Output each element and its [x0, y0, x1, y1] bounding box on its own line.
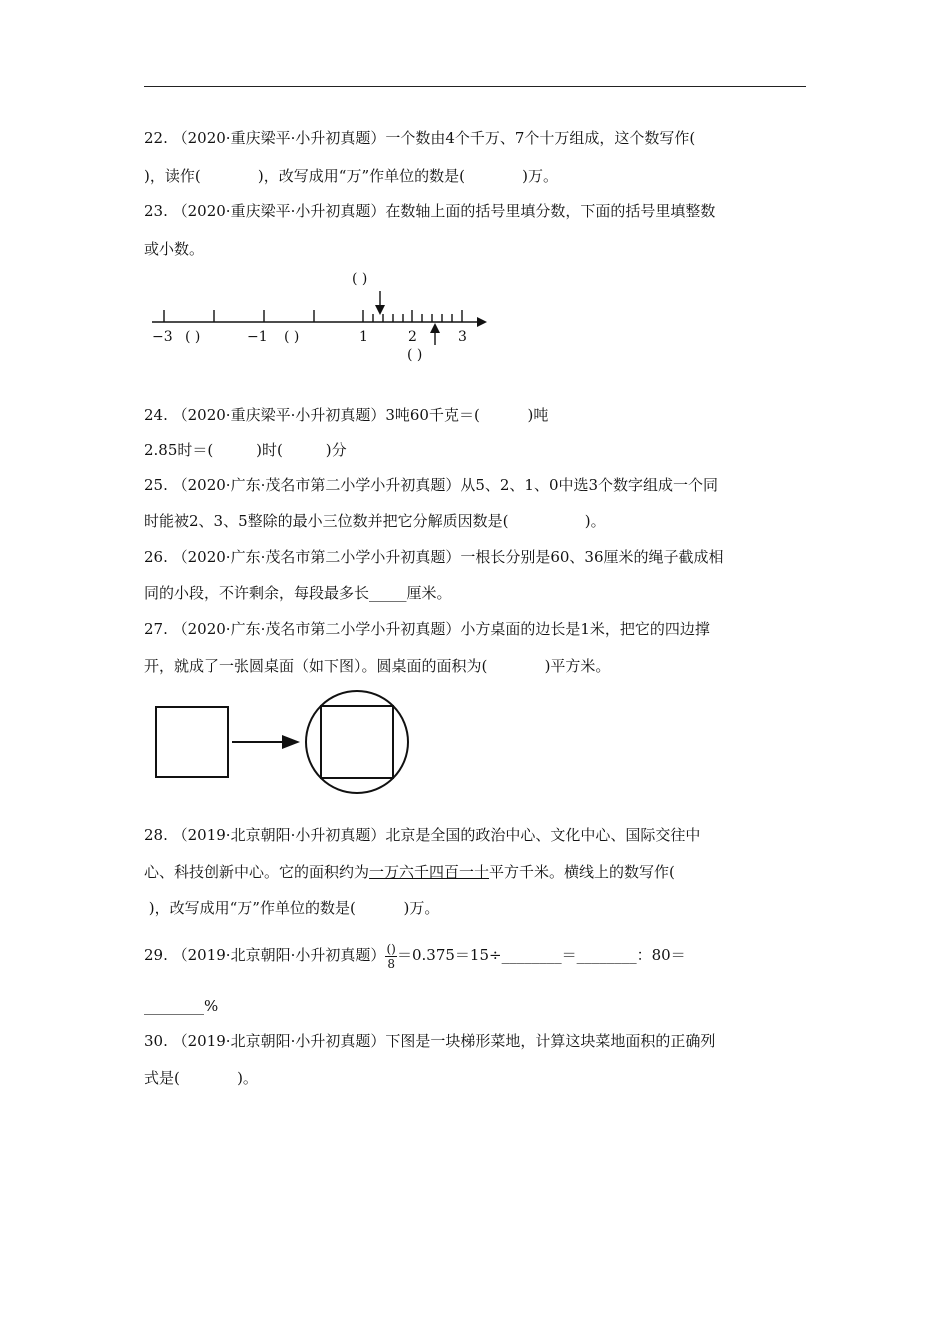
- q23-line2: 或小数。: [144, 240, 205, 258]
- blank-neg2: ( ): [185, 329, 201, 345]
- top-blank: ( ): [352, 271, 368, 287]
- label-3: 3: [458, 329, 467, 345]
- axis-arrow: [477, 317, 487, 327]
- q29-prefix: 29. （2019·北京朝阳·小升初真题）: [144, 946, 386, 964]
- label-2: 2: [408, 329, 417, 345]
- label-1: 1: [359, 329, 368, 345]
- q29-expression: ＝0.375＝15÷________＝________：80＝: [396, 946, 686, 964]
- q27-line1: 27. （2020·广东·茂名市第二小学小升初真题）小方桌面的边长是1米，把它的四边撑: [144, 620, 710, 638]
- transform-arrow-head: [282, 735, 300, 749]
- q29-denominator: 8: [387, 956, 395, 971]
- q25-line2: 时能被2、3、5整除的最小三位数并把它分解质因数是( )。: [144, 512, 606, 530]
- q26-line1: 26. （2020·广东·茂名市第二小学小升初真题）一根长分别是60、36厘米的绳子截成相: [144, 548, 724, 566]
- q28-line1: 28. （2019·北京朝阳·小升初真题）北京是全国的政治中心、文化中心、国际交往中: [144, 826, 701, 844]
- q22-line2: )，读作( )，改写成用“万”作单位的数是( )万。: [144, 167, 559, 185]
- header-rule: [144, 86, 806, 87]
- q30-line1: 30. （2019·北京朝阳·小升初真题）下图是一块梯形菜地，计算这块菜地面积的正确列: [144, 1032, 716, 1050]
- down-arrow-head: [375, 305, 385, 315]
- label-neg3: −3: [152, 329, 173, 345]
- q28-line3: )，改写成用“万”作单位的数是( )万。: [144, 899, 440, 917]
- q22-line1: 22. （2020·重庆梁平·小升初真题）一个数由4个千万、7个十万组成，这个数写作(: [144, 129, 696, 147]
- q29-fraction: [385, 942, 397, 971]
- q28-underlined-number: 一万六千四百一十: [369, 863, 490, 881]
- q26-line2: 同的小段，不许剩余，每段最多长_____厘米。: [144, 584, 452, 602]
- q29-line2: ________%: [144, 997, 219, 1015]
- up-arrow-head: [430, 323, 440, 333]
- blank-zero: ( ): [284, 329, 300, 345]
- q28-line2-pre: 心、科技创新中心。它的面积约为: [144, 863, 370, 881]
- bottom-blank: ( ): [407, 347, 423, 363]
- q24-line1: 24. （2020·重庆梁平·小升初真题）3吨60千克＝( )吨: [144, 406, 549, 424]
- q30-line2: 式是( )。: [144, 1069, 258, 1087]
- square-to-circle-figure: [152, 700, 422, 790]
- label-neg1: −1: [247, 329, 268, 345]
- small-square: [156, 707, 228, 777]
- q28-line2-post: 平方千米。横线上的数写作(: [489, 863, 675, 881]
- q24-line2: 2.85时＝( )时( )分: [144, 441, 347, 459]
- inscribed-square: [321, 706, 393, 778]
- q27-line2: 开，就成了一张圆桌面（如下图）。圆桌面的面积为( )平方米。: [144, 657, 611, 675]
- q29-numerator: (): [386, 941, 396, 956]
- q23-line1: 23. （2020·重庆梁平·小升初真题）在数轴上面的括号里填分数，下面的括号里填整数: [144, 202, 716, 220]
- axis-ticks: [164, 310, 462, 322]
- q28-line2: [144, 862, 675, 882]
- q29-line1: [144, 938, 686, 972]
- q25-line1: 25. （2020·广东·茂名市第二小学小升初真题）从5、2、1、0中选3个数字组成一个同: [144, 476, 719, 494]
- number-line-figure: [144, 265, 504, 365]
